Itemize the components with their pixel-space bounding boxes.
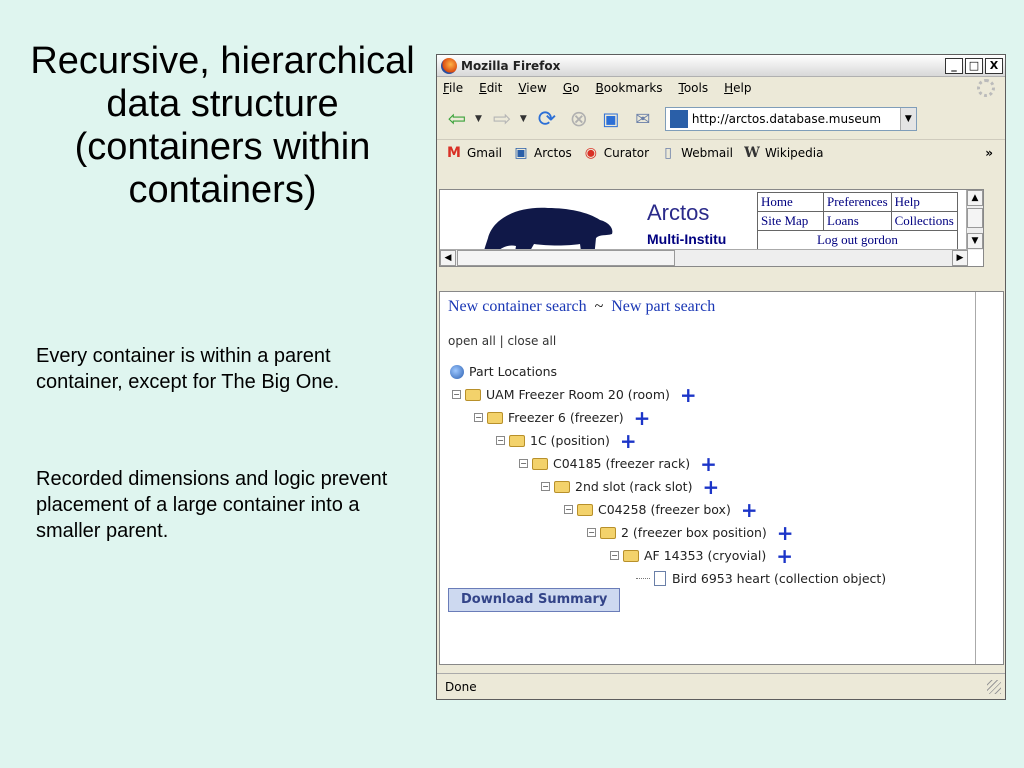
folder-open-icon <box>509 435 525 447</box>
bookmark-arctos[interactable] <box>512 145 572 161</box>
tree-node[interactable] <box>610 543 794 568</box>
url-dropdown-button[interactable]: ▼ <box>900 108 916 130</box>
gmail-icon: M <box>447 144 461 161</box>
tree-node[interactable] <box>519 451 717 476</box>
reload-button[interactable] <box>533 105 561 133</box>
tree-node[interactable] <box>452 382 697 407</box>
arctos-icon: ▣ <box>514 144 528 161</box>
collapse-toggle[interactable]: − <box>520 459 527 468</box>
site-subtitle: Multi-Institu <box>647 231 727 247</box>
tree-node[interactable] <box>564 497 758 522</box>
add-child-icon[interactable]: + <box>776 520 794 545</box>
menu-tools[interactable]: Tools <box>678 81 709 95</box>
scroll-right-button[interactable]: ▶ <box>952 250 968 266</box>
home-button[interactable] <box>597 105 625 133</box>
menu-help[interactable]: Help <box>724 81 752 95</box>
minimize-button[interactable]: _ <box>945 58 963 74</box>
firefox-icon <box>441 58 457 74</box>
add-child-icon[interactable]: + <box>679 382 697 407</box>
folder-open-icon <box>532 458 548 470</box>
folder-open-icon <box>487 412 503 424</box>
add-child-icon[interactable]: + <box>702 474 720 499</box>
url-input[interactable]: http://arctos.database.museum <box>691 112 882 126</box>
throbber-icon <box>977 79 995 97</box>
slide-paragraph-1: Every container is within a parent container, except for The Big One. <box>36 345 340 393</box>
menu-bookmarks[interactable]: Bookmarks <box>595 81 663 95</box>
folder-open-icon <box>465 389 481 401</box>
mail-button[interactable] <box>629 105 657 133</box>
site-favicon-icon <box>670 110 688 128</box>
site-title: Arctos <box>647 200 710 225</box>
back-arrow-icon: ⇦ <box>447 106 467 132</box>
bookmark-label: Curator <box>603 145 650 160</box>
add-child-icon[interactable]: + <box>633 405 651 430</box>
tree-open-close-controls[interactable]: open all | close all <box>448 334 557 348</box>
tree-node[interactable] <box>541 474 720 499</box>
new-part-search-link[interactable]: New part search <box>611 298 716 315</box>
mail-icon: ✉ <box>635 108 651 130</box>
bookmarks-overflow-button[interactable]: » <box>985 145 993 160</box>
tree-node-label: Bird 6953 heart (collection object) <box>672 571 887 586</box>
folder-open-icon <box>623 550 639 562</box>
tree-node-label: C04185 (freezer rack) <box>553 456 691 471</box>
collapse-toggle[interactable]: − <box>475 413 482 422</box>
bookmark-label: Webmail <box>681 145 733 160</box>
collapse-toggle[interactable]: − <box>542 482 549 491</box>
bookmark-label: Wikipedia <box>764 145 824 160</box>
add-child-icon[interactable]: + <box>619 428 637 453</box>
tree-node[interactable] <box>496 428 637 453</box>
tree-node[interactable] <box>587 520 794 545</box>
collapse-toggle[interactable]: − <box>611 551 618 560</box>
folder-open-icon <box>554 481 570 493</box>
tree-node-label: Freezer 6 (freezer) <box>508 410 624 425</box>
nav-loans-link[interactable]: Loans <box>824 212 892 231</box>
link-separator: ~ <box>594 298 604 315</box>
add-child-icon[interactable]: + <box>700 451 717 476</box>
navigation-toolbar <box>437 99 1005 139</box>
content-frame <box>439 291 1004 665</box>
scroll-thumb[interactable] <box>457 250 675 266</box>
nav-help-link[interactable]: Help <box>891 193 957 212</box>
back-button[interactable] <box>443 105 471 133</box>
scroll-up-button[interactable]: ▲ <box>967 190 983 206</box>
reload-icon: ⟳ <box>537 106 557 132</box>
menu-file[interactable]: File <box>443 81 464 95</box>
scroll-thumb[interactable] <box>967 208 983 228</box>
content-vertical-scrollbar[interactable] <box>975 292 1003 664</box>
tree-node[interactable] <box>474 405 651 430</box>
title-bar[interactable] <box>437 55 1005 77</box>
nav-collections-link[interactable]: Collections <box>891 212 957 231</box>
part-locations-icon <box>450 365 464 379</box>
bookmark-gmail[interactable] <box>445 145 502 161</box>
tree-node-label: 1C (position) <box>530 433 610 448</box>
stop-icon: ⊗ <box>569 106 589 132</box>
folder-open-icon <box>577 504 593 516</box>
bookmark-label: Arctos <box>534 145 572 160</box>
close-button[interactable]: X <box>985 58 1003 74</box>
collapse-toggle[interactable]: − <box>453 390 460 399</box>
page-icon: ▯ <box>664 144 672 161</box>
forward-button[interactable] <box>488 105 516 133</box>
window-title: Mozilla Firefox <box>461 58 561 73</box>
search-links <box>448 298 715 316</box>
tree-leaf[interactable] <box>636 571 886 586</box>
menu-edit[interactable]: Edit <box>479 81 503 95</box>
slide-title: Recursive, hierarchical data structure (containers within containers) <box>30 40 415 211</box>
wikipedia-icon: W <box>744 144 760 161</box>
bookmark-label: Gmail <box>467 145 503 160</box>
bookmark-curator[interactable] <box>582 145 649 161</box>
nav-site-map-link[interactable]: Site Map <box>758 212 824 231</box>
download-summary-button[interactable]: Download Summary <box>448 588 620 612</box>
menu-view[interactable]: View <box>518 81 547 95</box>
header-vertical-scrollbar[interactable] <box>966 190 983 250</box>
header-frame <box>439 189 984 267</box>
maximize-button[interactable]: □ <box>965 58 983 74</box>
tree-node-label: C04258 (freezer box) <box>598 502 731 517</box>
tree-node-label: UAM Freezer Room 20 (room) <box>486 387 670 402</box>
logout-link[interactable]: Log out gordon <box>758 231 958 250</box>
tree-node-label: AF 14353 (cryovial) <box>644 548 767 563</box>
scroll-down-button[interactable]: ▼ <box>967 233 983 249</box>
bookmarks-toolbar <box>437 139 1005 165</box>
collapse-toggle[interactable]: − <box>565 505 572 514</box>
back-history-dropdown[interactable]: ▼ <box>475 114 482 124</box>
stop-button[interactable] <box>565 105 593 133</box>
status-bar <box>437 673 1005 699</box>
menu-go[interactable]: Go <box>562 81 580 95</box>
header-horizontal-scrollbar[interactable] <box>440 249 968 266</box>
curator-icon: ◉ <box>584 144 597 161</box>
bookmark-wikipedia[interactable] <box>743 145 824 161</box>
add-child-icon[interactable]: + <box>740 497 758 522</box>
forward-history-dropdown[interactable]: ▼ <box>519 114 527 124</box>
document-icon <box>654 571 666 586</box>
menu-bar <box>437 77 1005 99</box>
add-child-icon[interactable]: + <box>776 543 794 568</box>
browser-window <box>436 54 1006 700</box>
forward-arrow-icon: ⇨ <box>492 106 512 132</box>
collapse-toggle[interactable]: − <box>497 436 504 445</box>
resize-grip-icon[interactable] <box>987 680 1001 694</box>
folder-open-icon <box>600 527 616 539</box>
tree-node-label: 2 (freezer box position) <box>621 525 767 540</box>
slide-paragraph-2: Recorded dimensions and logic prevent placement of a large container into a smaller parent. <box>36 468 388 542</box>
tree-node-label: 2nd slot (rack slot) <box>575 479 693 494</box>
site-nav-table <box>757 192 958 250</box>
scroll-left-button[interactable]: ◀ <box>440 250 456 266</box>
status-text: Done <box>445 679 477 694</box>
address-bar[interactable] <box>665 107 917 131</box>
nav-preferences-link[interactable]: Preferences <box>824 193 892 212</box>
bookmark-webmail[interactable] <box>659 145 733 161</box>
tree-node-label: Part Locations <box>469 364 558 379</box>
new-container-search-link[interactable]: New container search <box>448 298 587 315</box>
nav-home-link[interactable]: Home <box>758 193 824 212</box>
tree-root[interactable] <box>450 364 557 379</box>
new-tab-icon: ▣ <box>602 108 620 130</box>
tree-connector <box>636 578 650 579</box>
collapse-toggle[interactable]: − <box>588 528 595 537</box>
